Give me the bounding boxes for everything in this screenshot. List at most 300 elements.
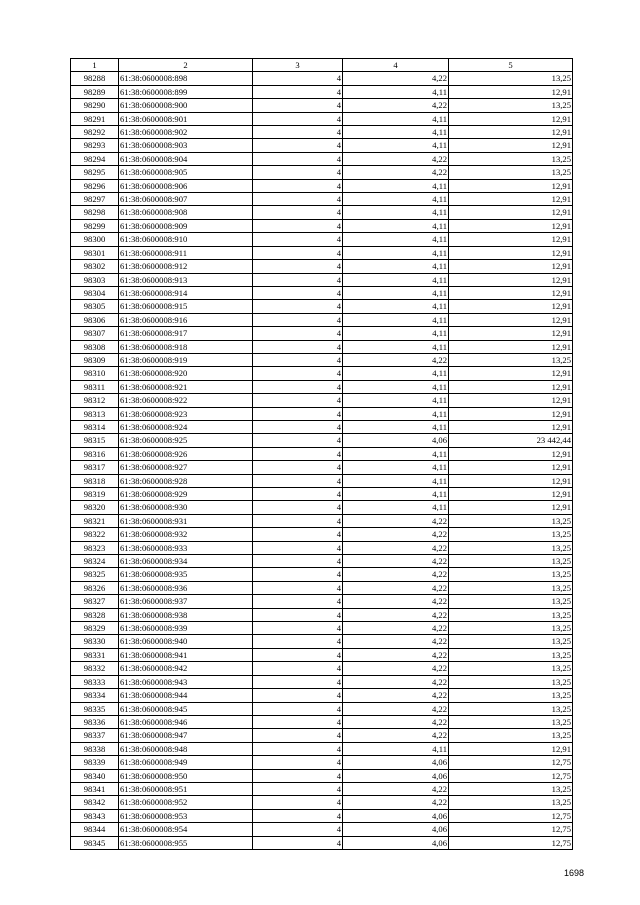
table-cell: 4 [253, 823, 343, 836]
table-cell: 4,11 [343, 394, 449, 407]
table-cell: 4 [253, 327, 343, 340]
table-row [71, 796, 573, 809]
table-cell: 4 [253, 555, 343, 568]
table-cell: 61:38:0600008:925 [119, 434, 253, 447]
table-cell: 4 [253, 715, 343, 728]
table-cell: 12,91 [449, 407, 573, 420]
table-cell: 98327 [71, 595, 119, 608]
table-cell: 13,25 [449, 729, 573, 742]
table-row [71, 782, 573, 795]
table-cell: 13,25 [449, 675, 573, 688]
table-cell: 61:38:0600008:955 [119, 836, 253, 849]
table-cell: 98331 [71, 648, 119, 661]
table-cell: 13,25 [449, 353, 573, 366]
table-cell: 61:38:0600008:939 [119, 622, 253, 635]
table-cell: 61:38:0600008:950 [119, 769, 253, 782]
table-cell: 61:38:0600008:943 [119, 675, 253, 688]
table-row [71, 434, 573, 447]
table-cell: 98328 [71, 608, 119, 621]
table-cell: 4 [253, 434, 343, 447]
table-cell: 61:38:0600008:921 [119, 380, 253, 393]
table-cell: 61:38:0600008:916 [119, 313, 253, 326]
table-cell: 12,91 [449, 461, 573, 474]
table-cell: 4 [253, 394, 343, 407]
table-cell: 98301 [71, 246, 119, 259]
table-cell: 61:38:0600008:923 [119, 407, 253, 420]
table-cell: 4 [253, 447, 343, 460]
table-cell: 61:38:0600008:953 [119, 809, 253, 822]
table-row [71, 139, 573, 152]
table-cell: 98335 [71, 702, 119, 715]
table-cell: 98294 [71, 152, 119, 165]
table-cell: 4,22 [343, 99, 449, 112]
table-cell: 98332 [71, 662, 119, 675]
table-cell: 98314 [71, 420, 119, 433]
table-cell: 4,11 [343, 300, 449, 313]
table-cell: 4,11 [343, 367, 449, 380]
table-cell: 4,22 [343, 152, 449, 165]
table-cell: 4,11 [343, 420, 449, 433]
table-cell: 4 [253, 139, 343, 152]
table-cell: 4,11 [343, 233, 449, 246]
table-cell: 4 [253, 595, 343, 608]
table-row [71, 380, 573, 393]
table-cell: 98340 [71, 769, 119, 782]
table-cell: 12,91 [449, 139, 573, 152]
table-cell: 61:38:0600008:930 [119, 501, 253, 514]
table-cell: 61:38:0600008:911 [119, 246, 253, 259]
table-cell: 4,06 [343, 769, 449, 782]
table-cell: 61:38:0600008:933 [119, 541, 253, 554]
table-row [71, 568, 573, 581]
table-row [71, 313, 573, 326]
column-header: 4 [343, 59, 449, 72]
table-cell: 13,25 [449, 595, 573, 608]
table-row [71, 461, 573, 474]
table-cell: 12,91 [449, 85, 573, 98]
table-cell: 12,91 [449, 286, 573, 299]
table-row [71, 219, 573, 232]
table-cell: 4 [253, 99, 343, 112]
table-cell: 4 [253, 474, 343, 487]
table-cell: 61:38:0600008:927 [119, 461, 253, 474]
table-cell: 61:38:0600008:926 [119, 447, 253, 460]
table-cell: 61:38:0600008:915 [119, 300, 253, 313]
table-cell: 4,11 [343, 139, 449, 152]
table-cell: 12,75 [449, 823, 573, 836]
table-cell: 4 [253, 152, 343, 165]
table-cell: 61:38:0600008:899 [119, 85, 253, 98]
table-cell: 98341 [71, 782, 119, 795]
table-cell: 61:38:0600008:922 [119, 394, 253, 407]
table-cell: 98321 [71, 514, 119, 527]
table-cell: 13,25 [449, 152, 573, 165]
table-cell: 13,25 [449, 581, 573, 594]
table-cell: 13,25 [449, 72, 573, 85]
table-cell: 12,91 [449, 273, 573, 286]
table-cell: 4,11 [343, 327, 449, 340]
table-cell: 4 [253, 179, 343, 192]
table-cell: 13,25 [449, 555, 573, 568]
table-cell: 13,25 [449, 662, 573, 675]
table-row [71, 689, 573, 702]
table-cell: 12,91 [449, 447, 573, 460]
table-cell: 12,91 [449, 112, 573, 125]
table-cell: 61:38:0600008:898 [119, 72, 253, 85]
table-row [71, 367, 573, 380]
table-cell: 13,25 [449, 514, 573, 527]
table-cell: 4 [253, 273, 343, 286]
table-cell: 12,91 [449, 367, 573, 380]
table-cell: 4,11 [343, 474, 449, 487]
table-cell: 4,22 [343, 622, 449, 635]
data-table [70, 58, 573, 850]
table-cell: 98337 [71, 729, 119, 742]
table-cell: 12,91 [449, 742, 573, 755]
table-cell: 98309 [71, 353, 119, 366]
table-cell: 98292 [71, 126, 119, 139]
table-cell: 13,25 [449, 568, 573, 581]
table-cell: 98297 [71, 193, 119, 206]
table-row [71, 447, 573, 460]
table-cell: 61:38:0600008:902 [119, 126, 253, 139]
table-cell: 4 [253, 126, 343, 139]
table-row [71, 474, 573, 487]
table-cell: 61:38:0600008:912 [119, 260, 253, 273]
table-row [71, 72, 573, 85]
table-row [71, 715, 573, 728]
table-cell: 98320 [71, 501, 119, 514]
table-cell: 13,25 [449, 715, 573, 728]
table-row [71, 420, 573, 433]
table-cell: 13,25 [449, 702, 573, 715]
table-row [71, 286, 573, 299]
table-cell: 4 [253, 702, 343, 715]
table-cell: 98303 [71, 273, 119, 286]
table-cell: 98312 [71, 394, 119, 407]
table-cell: 13,25 [449, 99, 573, 112]
table-cell: 4 [253, 72, 343, 85]
table-row [71, 675, 573, 688]
table-row [71, 179, 573, 192]
table-cell: 4 [253, 608, 343, 621]
table-row [71, 394, 573, 407]
table-cell: 4 [253, 85, 343, 98]
table-cell: 12,75 [449, 836, 573, 849]
table-cell: 4,22 [343, 782, 449, 795]
table-cell: 4,22 [343, 715, 449, 728]
table-cell: 4,22 [343, 729, 449, 742]
table-cell: 4,11 [343, 461, 449, 474]
table-row [71, 742, 573, 755]
table-cell: 12,91 [449, 420, 573, 433]
table-cell: 4 [253, 729, 343, 742]
table-cell: 12,91 [449, 327, 573, 340]
table-cell: 12,91 [449, 501, 573, 514]
table-cell: 61:38:0600008:909 [119, 219, 253, 232]
table-cell: 4,11 [343, 260, 449, 273]
table-row [71, 112, 573, 125]
table-cell: 4,22 [343, 528, 449, 541]
page-number: 1698 [563, 868, 584, 878]
table-cell: 98310 [71, 367, 119, 380]
table-row [71, 327, 573, 340]
table-row [71, 99, 573, 112]
table-cell: 4 [253, 286, 343, 299]
table-cell: 4 [253, 340, 343, 353]
column-header: 2 [119, 59, 253, 72]
table-cell: 4 [253, 461, 343, 474]
table-row [71, 635, 573, 648]
table-cell: 98288 [71, 72, 119, 85]
table-cell: 13,25 [449, 541, 573, 554]
table-cell: 4,11 [343, 206, 449, 219]
table-cell: 61:38:0600008:941 [119, 648, 253, 661]
table-cell: 13,25 [449, 528, 573, 541]
table-cell: 98333 [71, 675, 119, 688]
table-cell: 98329 [71, 622, 119, 635]
table-cell: 98307 [71, 327, 119, 340]
table-cell: 12,91 [449, 260, 573, 273]
table-cell: 4 [253, 300, 343, 313]
table-cell: 98299 [71, 219, 119, 232]
table-cell: 4,06 [343, 809, 449, 822]
table-cell: 98322 [71, 528, 119, 541]
table-cell: 4,22 [343, 568, 449, 581]
table-cell: 61:38:0600008:920 [119, 367, 253, 380]
table-cell: 61:38:0600008:945 [119, 702, 253, 715]
table-cell: 4,06 [343, 756, 449, 769]
table-row [71, 353, 573, 366]
table-cell: 12,91 [449, 219, 573, 232]
table-cell: 4,11 [343, 407, 449, 420]
table-cell: 4,11 [343, 286, 449, 299]
table-cell: 4 [253, 260, 343, 273]
table-cell: 61:38:0600008:906 [119, 179, 253, 192]
table-cell: 4,11 [343, 742, 449, 755]
table-cell: 4 [253, 367, 343, 380]
table-row [71, 581, 573, 594]
table-cell: 4,22 [343, 662, 449, 675]
table-cell: 98323 [71, 541, 119, 554]
table-cell: 61:38:0600008:947 [119, 729, 253, 742]
table-row [71, 608, 573, 621]
table-cell: 61:38:0600008:949 [119, 756, 253, 769]
table-cell: 4 [253, 420, 343, 433]
table-cell: 98308 [71, 340, 119, 353]
table-cell: 61:38:0600008:917 [119, 327, 253, 340]
table-cell: 4,11 [343, 488, 449, 501]
table-cell: 4,11 [343, 219, 449, 232]
table-cell: 12,91 [449, 474, 573, 487]
table-cell: 98293 [71, 139, 119, 152]
table-cell: 61:38:0600008:910 [119, 233, 253, 246]
table-row [71, 528, 573, 541]
table-row [71, 246, 573, 259]
table-row [71, 836, 573, 849]
table-cell: 98326 [71, 581, 119, 594]
table-cell: 98330 [71, 635, 119, 648]
table-cell: 12,91 [449, 179, 573, 192]
table-cell: 61:38:0600008:946 [119, 715, 253, 728]
table-cell: 12,91 [449, 246, 573, 259]
table-cell: 61:38:0600008:934 [119, 555, 253, 568]
table-cell: 4,11 [343, 193, 449, 206]
table-cell: 4,11 [343, 85, 449, 98]
table-cell: 98339 [71, 756, 119, 769]
table-row [71, 769, 573, 782]
table-cell: 61:38:0600008:908 [119, 206, 253, 219]
table-cell: 4,22 [343, 608, 449, 621]
table-cell: 4 [253, 581, 343, 594]
table-cell: 4 [253, 836, 343, 849]
table-cell: 4 [253, 568, 343, 581]
table-cell: 61:38:0600008:924 [119, 420, 253, 433]
table-cell: 4 [253, 166, 343, 179]
table-cell: 12,75 [449, 809, 573, 822]
table-cell: 61:38:0600008:919 [119, 353, 253, 366]
table-cell: 98291 [71, 112, 119, 125]
table-row [71, 407, 573, 420]
table-cell: 98343 [71, 809, 119, 822]
table-cell: 61:38:0600008:905 [119, 166, 253, 179]
table-cell: 61:38:0600008:928 [119, 474, 253, 487]
table-cell: 12,91 [449, 206, 573, 219]
table-cell: 4 [253, 662, 343, 675]
table-cell: 98306 [71, 313, 119, 326]
table-cell: 4,11 [343, 273, 449, 286]
table-cell: 13,25 [449, 622, 573, 635]
table-cell: 4 [253, 501, 343, 514]
table-cell: 61:38:0600008:907 [119, 193, 253, 206]
table-cell: 61:38:0600008:918 [119, 340, 253, 353]
table-row [71, 823, 573, 836]
table-cell: 4 [253, 112, 343, 125]
table-cell: 4 [253, 193, 343, 206]
table-cell: 12,91 [449, 300, 573, 313]
table-cell: 98295 [71, 166, 119, 179]
table-row [71, 260, 573, 273]
table-cell: 4,22 [343, 514, 449, 527]
table-row [71, 273, 573, 286]
table-cell: 61:38:0600008:952 [119, 796, 253, 809]
table-cell: 4,11 [343, 246, 449, 259]
table-cell: 61:38:0600008:948 [119, 742, 253, 755]
table-cell: 4 [253, 219, 343, 232]
table-cell: 98344 [71, 823, 119, 836]
table-cell: 4 [253, 541, 343, 554]
table-cell: 13,25 [449, 635, 573, 648]
table-row [71, 126, 573, 139]
table-cell: 98302 [71, 260, 119, 273]
table-cell: 4 [253, 514, 343, 527]
table-cell: 4 [253, 233, 343, 246]
table-cell: 98316 [71, 447, 119, 460]
table-cell: 98325 [71, 568, 119, 581]
table-row [71, 729, 573, 742]
table-cell: 4 [253, 756, 343, 769]
table-row [71, 488, 573, 501]
table-cell: 23 442,44 [449, 434, 573, 447]
table-row [71, 662, 573, 675]
table-row [71, 514, 573, 527]
table-cell: 98342 [71, 796, 119, 809]
table-cell: 61:38:0600008:951 [119, 782, 253, 795]
table-cell: 4,06 [343, 823, 449, 836]
table-cell: 12,91 [449, 394, 573, 407]
table-row [71, 340, 573, 353]
table-cell: 61:38:0600008:954 [119, 823, 253, 836]
table-cell: 4,11 [343, 126, 449, 139]
table-cell: 98305 [71, 300, 119, 313]
table-header-row [71, 59, 573, 72]
table-cell: 4 [253, 742, 343, 755]
table-cell: 61:38:0600008:931 [119, 514, 253, 527]
table-row [71, 300, 573, 313]
table-cell: 98313 [71, 407, 119, 420]
table-cell: 98319 [71, 488, 119, 501]
table-cell: 13,25 [449, 689, 573, 702]
table-cell: 4,06 [343, 836, 449, 849]
table-cell: 13,25 [449, 648, 573, 661]
table-row [71, 595, 573, 608]
table-cell: 61:38:0600008:900 [119, 99, 253, 112]
table-cell: 4,11 [343, 447, 449, 460]
table-cell: 13,25 [449, 166, 573, 179]
table-cell: 12,91 [449, 313, 573, 326]
column-header: 5 [449, 59, 573, 72]
table-cell: 4 [253, 782, 343, 795]
table-row [71, 555, 573, 568]
table-cell: 4 [253, 675, 343, 688]
table-cell: 4,22 [343, 796, 449, 809]
table-cell: 61:38:0600008:937 [119, 595, 253, 608]
table-cell: 4,22 [343, 72, 449, 85]
table-cell: 98317 [71, 461, 119, 474]
table-cell: 61:38:0600008:914 [119, 286, 253, 299]
table-cell: 4 [253, 206, 343, 219]
table-cell: 61:38:0600008:938 [119, 608, 253, 621]
table-cell: 4,22 [343, 541, 449, 554]
table-row [71, 206, 573, 219]
table-row [71, 541, 573, 554]
table-cell: 4,11 [343, 179, 449, 192]
table-cell: 4 [253, 622, 343, 635]
table-cell: 61:38:0600008:903 [119, 139, 253, 152]
table-cell: 4 [253, 796, 343, 809]
table-cell: 4,22 [343, 595, 449, 608]
table-cell: 98300 [71, 233, 119, 246]
table-row [71, 152, 573, 165]
table-cell: 61:38:0600008:944 [119, 689, 253, 702]
table-cell: 61:38:0600008:935 [119, 568, 253, 581]
table-cell: 12,91 [449, 380, 573, 393]
table-cell: 4,22 [343, 689, 449, 702]
table-cell: 98345 [71, 836, 119, 849]
table-cell: 98338 [71, 742, 119, 755]
table-row [71, 809, 573, 822]
table-cell: 12,91 [449, 488, 573, 501]
table-row [71, 85, 573, 98]
table-cell: 4 [253, 528, 343, 541]
table-cell: 4,22 [343, 702, 449, 715]
table-cell: 4 [253, 488, 343, 501]
table-cell: 12,91 [449, 340, 573, 353]
table-row [71, 622, 573, 635]
table-body [71, 72, 573, 850]
table-cell: 4,22 [343, 555, 449, 568]
table-cell: 12,91 [449, 126, 573, 139]
